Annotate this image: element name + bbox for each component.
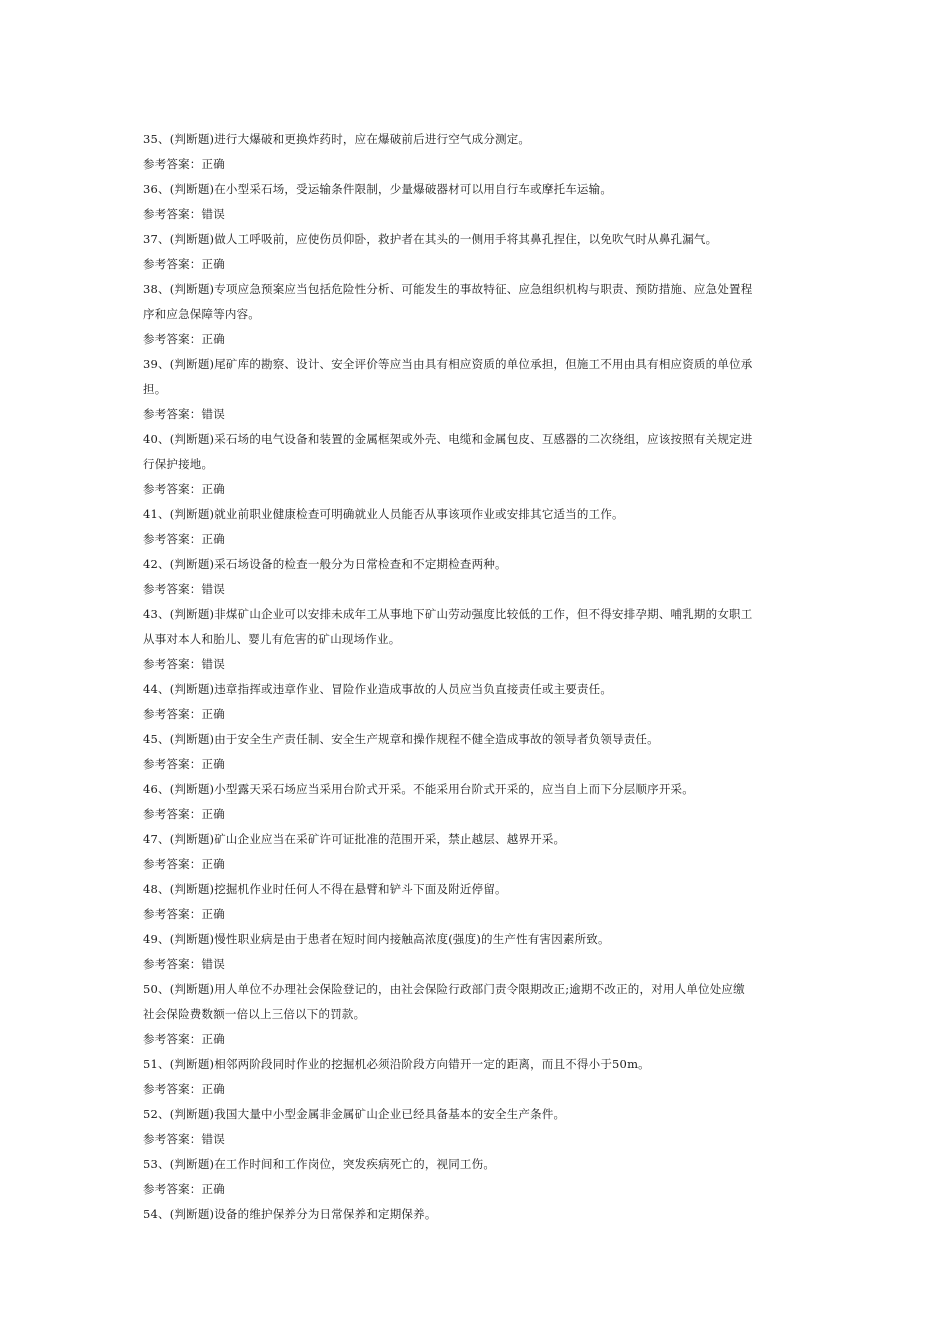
answer-line <box>143 402 807 427</box>
question-body: 非煤矿山企业可以安排未成年工从事地下矿山劳动强度比较低的工作，但不得安排孕期、哺乳期的女职工 <box>214 607 753 621</box>
answer-value: 错误 <box>201 957 225 971</box>
answer-line <box>143 1077 807 1102</box>
question-body: 做人工呼吸前，应使伤员仰卧，救护者在其头的一侧用手将其鼻孔捏住，以免吹气时从鼻孔漏气。 <box>214 232 718 246</box>
question-body: 进行大爆破和更换炸药时，应在爆破前后进行空气成分测定。 <box>214 132 531 146</box>
question-type: (判断题) <box>169 832 215 846</box>
answer-value: 正确 <box>201 482 225 496</box>
answer-label: 参考答案： <box>143 757 202 771</box>
answer-value: 正确 <box>201 532 225 546</box>
question-body: 采石场设备的检查一般分为日常检查和不定期检查两种。 <box>214 557 507 571</box>
question-separator: 、 <box>158 1157 170 1171</box>
question-number: 44 <box>143 682 159 696</box>
question-body-continued: 社会保险费数额一倍以上三倍以下的罚款。 <box>143 1007 366 1021</box>
answer-label: 参考答案： <box>143 157 202 171</box>
question-separator: 、 <box>158 732 170 746</box>
question-body: 矿山企业应当在采矿许可证批准的范围开采，禁止越层、越界开采。 <box>214 832 566 846</box>
answer-line <box>143 1027 807 1052</box>
question-body-continued: 担。 <box>143 382 167 396</box>
question-type: (判断题) <box>169 1157 215 1171</box>
question-item <box>143 927 807 977</box>
question-number: 38 <box>143 282 159 296</box>
question-separator: 、 <box>158 557 170 571</box>
question-text <box>143 927 807 952</box>
answer-value: 错误 <box>201 657 225 671</box>
answer-line <box>143 652 807 677</box>
question-item <box>143 277 807 352</box>
answer-value: 错误 <box>201 407 225 421</box>
question-number: 46 <box>143 782 159 796</box>
question-number: 42 <box>143 557 159 571</box>
answer-value: 正确 <box>201 1082 225 1096</box>
question-text <box>143 602 807 627</box>
answer-label: 参考答案： <box>143 1182 202 1196</box>
question-body: 尾矿库的勘察、设计、安全评价等应当由具有相应资质的单位承担，但施工不用由具有相应资质的单位承 <box>214 357 753 371</box>
question-separator: 、 <box>158 1057 170 1071</box>
question-number: 40 <box>143 432 159 446</box>
question-number: 54 <box>143 1207 159 1221</box>
question-item <box>143 427 807 502</box>
answer-value: 正确 <box>201 907 225 921</box>
question-text <box>143 127 807 152</box>
question-separator: 、 <box>158 357 170 371</box>
answer-label: 参考答案： <box>143 257 202 271</box>
question-separator: 、 <box>158 782 170 796</box>
question-type: (判断题) <box>169 882 215 896</box>
question-body: 就业前职业健康检查可明确就业人员能否从事该项作业或安排其它适当的工作。 <box>214 507 624 521</box>
answer-value: 正确 <box>201 857 225 871</box>
answer-label: 参考答案： <box>143 657 202 671</box>
question-body: 在小型采石场，受运输条件限制，少量爆破器材可以用自行车或摩托车运输。 <box>214 182 613 196</box>
answer-label: 参考答案： <box>143 1032 202 1046</box>
answer-line <box>143 527 807 552</box>
question-separator: 、 <box>158 607 170 621</box>
question-number: 43 <box>143 607 159 621</box>
question-type: (判断题) <box>169 1207 215 1221</box>
answer-label: 参考答案： <box>143 707 202 721</box>
question-separator: 、 <box>158 182 170 196</box>
question-body: 慢性职业病是由于患者在短时间内接触高浓度(强度)的生产性有害因素所致。 <box>214 932 610 946</box>
question-item <box>143 177 807 227</box>
question-body: 挖掘机作业时任何人不得在悬臂和铲斗下面及附近停留。 <box>214 882 507 896</box>
answer-label: 参考答案： <box>143 807 202 821</box>
question-text <box>143 1152 807 1177</box>
question-type: (判断题) <box>169 232 215 246</box>
answer-label: 参考答案： <box>143 482 202 496</box>
question-item <box>143 777 807 827</box>
answer-line <box>143 577 807 602</box>
question-text <box>143 177 807 202</box>
answer-value: 正确 <box>201 1032 225 1046</box>
answer-label: 参考答案： <box>143 332 202 346</box>
question-separator: 、 <box>158 932 170 946</box>
question-type: (判断题) <box>169 432 215 446</box>
answer-value: 正确 <box>201 757 225 771</box>
question-separator: 、 <box>158 432 170 446</box>
answer-line <box>143 802 807 827</box>
question-text <box>143 827 807 852</box>
question-item <box>143 352 807 427</box>
question-text <box>143 777 807 802</box>
answer-line <box>143 852 807 877</box>
question-number: 50 <box>143 982 159 996</box>
question-item <box>143 1202 807 1227</box>
answer-label: 参考答案： <box>143 857 202 871</box>
question-type: (判断题) <box>169 732 215 746</box>
question-text <box>143 1052 807 1077</box>
question-number: 47 <box>143 832 159 846</box>
answer-line <box>143 252 807 277</box>
question-text <box>143 227 807 252</box>
answer-line <box>143 752 807 777</box>
question-text <box>143 1202 807 1227</box>
question-body: 专项应急预案应当包括危险性分析、可能发生的事故特征、应急组织机构与职责、预防措施、应急处置程 <box>214 282 753 296</box>
question-item <box>143 602 807 677</box>
question-number: 52 <box>143 1107 159 1121</box>
question-number: 51 <box>143 1057 159 1071</box>
question-separator: 、 <box>158 507 170 521</box>
question-text <box>143 502 807 527</box>
question-item <box>143 827 807 877</box>
question-type: (判断题) <box>169 557 215 571</box>
question-number: 36 <box>143 182 159 196</box>
question-text <box>143 677 807 702</box>
question-item <box>143 677 807 727</box>
answer-line <box>143 952 807 977</box>
answer-label: 参考答案： <box>143 582 202 596</box>
question-text <box>143 977 807 1002</box>
answer-line <box>143 702 807 727</box>
answer-label: 参考答案： <box>143 207 202 221</box>
answer-value: 错误 <box>201 1132 225 1146</box>
question-item <box>143 727 807 777</box>
question-text <box>143 727 807 752</box>
question-separator: 、 <box>158 832 170 846</box>
question-number: 35 <box>143 132 159 146</box>
question-type: (判断题) <box>169 607 215 621</box>
question-type: (判断题) <box>169 1107 215 1121</box>
question-body: 我国大量中小型金属非金属矿山企业已经具备基本的安全生产条件。 <box>214 1107 566 1121</box>
question-body-continued: 行保护接地。 <box>143 457 214 471</box>
answer-line <box>143 1127 807 1152</box>
question-number: 37 <box>143 232 159 246</box>
answer-label: 参考答案： <box>143 1132 202 1146</box>
question-type: (判断题) <box>169 782 215 796</box>
question-text <box>143 552 807 577</box>
question-separator: 、 <box>158 1107 170 1121</box>
question-type: (判断题) <box>169 132 215 146</box>
answer-value: 正确 <box>201 257 225 271</box>
question-body: 设备的维护保养分为日常保养和定期保养。 <box>214 1207 437 1221</box>
question-type: (判断题) <box>169 357 215 371</box>
question-separator: 、 <box>158 882 170 896</box>
question-text <box>143 877 807 902</box>
answer-label: 参考答案： <box>143 1082 202 1096</box>
question-text <box>143 352 807 377</box>
question-body: 违章指挥或违章作业、冒险作业造成事故的人员应当负直接责任或主要责任。 <box>214 682 613 696</box>
question-type: (判断题) <box>169 932 215 946</box>
question-number: 41 <box>143 507 159 521</box>
question-number: 53 <box>143 1157 159 1171</box>
answer-line <box>143 327 807 352</box>
answer-value: 正确 <box>201 157 225 171</box>
answer-value: 正确 <box>201 332 225 346</box>
question-body-continued: 序和应急保障等内容。 <box>143 307 260 321</box>
question-type: (判断题) <box>169 1057 215 1071</box>
question-body: 相邻两阶段同时作业的挖掘机必须沿阶段方向错开一定的距离，而且不得小于50m。 <box>214 1057 650 1071</box>
question-item <box>143 227 807 277</box>
question-type: (判断题) <box>169 182 215 196</box>
answer-label: 参考答案： <box>143 407 202 421</box>
question-type: (判断题) <box>169 982 215 996</box>
answer-line <box>143 902 807 927</box>
question-body: 小型露天采石场应当采用台阶式开采。不能采用台阶式开采的，应当自上而下分层顺序开采。 <box>214 782 694 796</box>
answer-label: 参考答案： <box>143 907 202 921</box>
question-body: 采石场的电气设备和装置的金属框架或外壳、电缆和金属包皮、互感器的二次绕组，应该按照有关规定进 <box>214 432 753 446</box>
question-type: (判断题) <box>169 507 215 521</box>
question-item <box>143 1152 807 1202</box>
question-item <box>143 1052 807 1102</box>
question-type: (判断题) <box>169 282 215 296</box>
answer-label: 参考答案： <box>143 532 202 546</box>
question-number: 45 <box>143 732 159 746</box>
question-item <box>143 877 807 927</box>
answer-value: 错误 <box>201 207 225 221</box>
question-list <box>143 127 807 1227</box>
answer-line <box>143 202 807 227</box>
question-number: 48 <box>143 882 159 896</box>
question-body: 由于安全生产责任制、安全生产规章和操作规程不健全造成事故的领导者负领导责任。 <box>214 732 659 746</box>
question-item <box>143 127 807 177</box>
answer-label: 参考答案： <box>143 957 202 971</box>
question-number: 49 <box>143 932 159 946</box>
question-separator: 、 <box>158 682 170 696</box>
answer-value: 正确 <box>201 807 225 821</box>
answer-line <box>143 477 807 502</box>
question-separator: 、 <box>158 232 170 246</box>
question-separator: 、 <box>158 132 170 146</box>
question-text <box>143 1102 807 1127</box>
answer-line <box>143 1177 807 1202</box>
question-separator: 、 <box>158 982 170 996</box>
answer-value: 错误 <box>201 582 225 596</box>
question-body-continued: 从事对本人和胎儿、婴儿有危害的矿山现场作业。 <box>143 632 401 646</box>
question-body: 用人单位不办理社会保险登记的，由社会保险行政部门责令限期改正;逾期不改正的，对用人单位处应缴 <box>214 982 745 996</box>
answer-value: 正确 <box>201 1182 225 1196</box>
question-item <box>143 552 807 602</box>
question-number: 39 <box>143 357 159 371</box>
answer-line <box>143 152 807 177</box>
question-text <box>143 427 807 452</box>
answer-value: 正确 <box>201 707 225 721</box>
question-separator: 、 <box>158 1207 170 1221</box>
question-type: (判断题) <box>169 682 215 696</box>
question-item <box>143 502 807 552</box>
question-separator: 、 <box>158 282 170 296</box>
question-text <box>143 277 807 302</box>
question-item <box>143 977 807 1052</box>
question-body: 在工作时间和工作岗位，突发疾病死亡的，视同工伤。 <box>214 1157 496 1171</box>
question-item <box>143 1102 807 1152</box>
